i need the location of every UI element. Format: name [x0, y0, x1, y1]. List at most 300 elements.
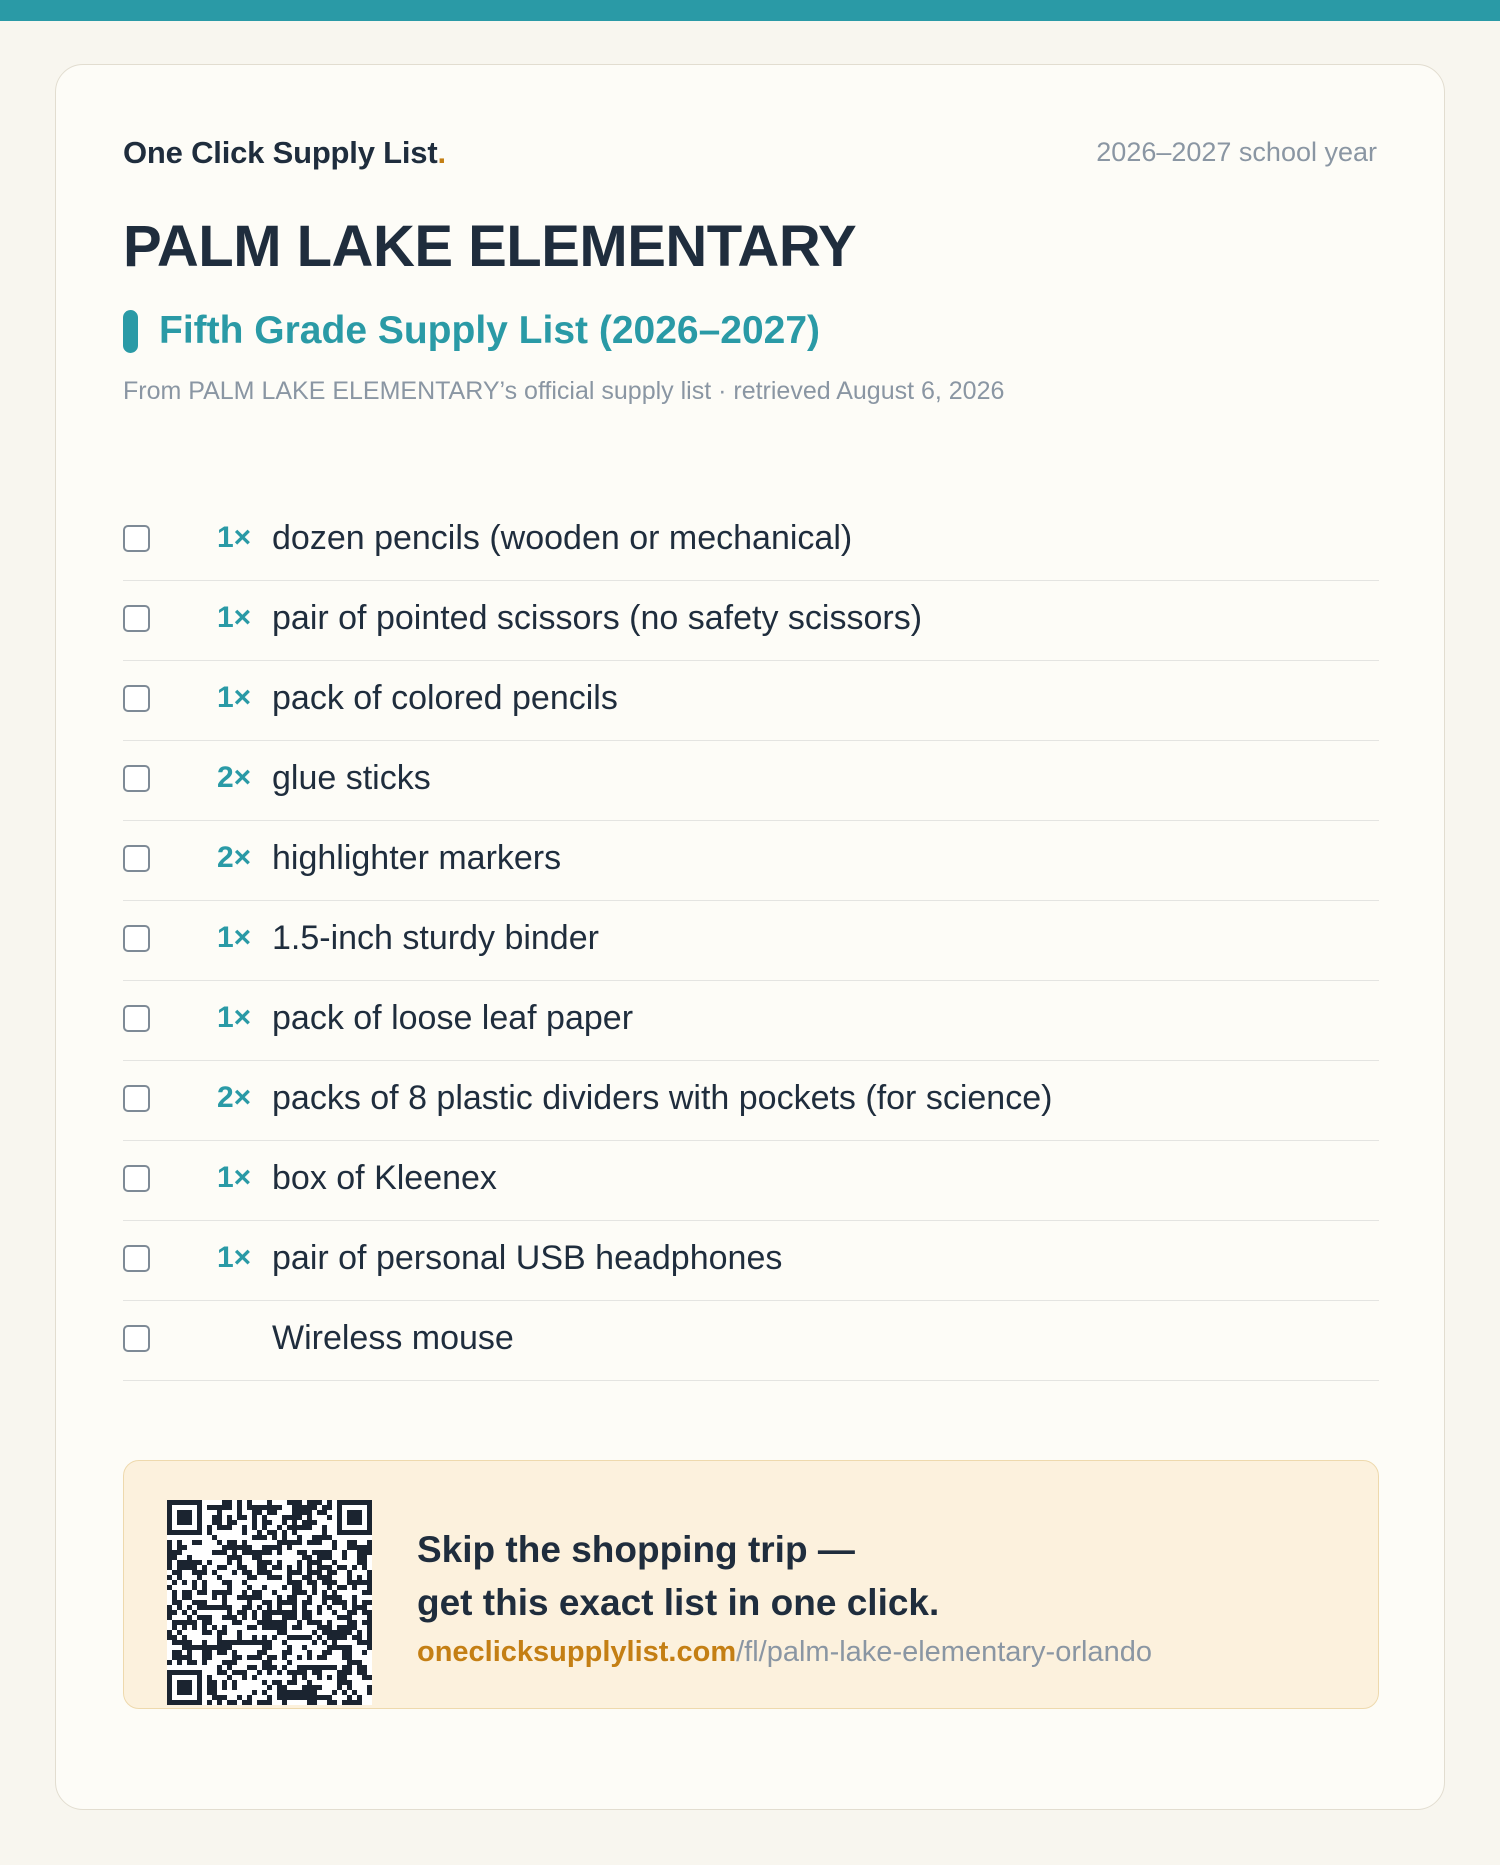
- qr-module: [342, 1605, 347, 1610]
- qr-module: [317, 1605, 322, 1610]
- qr-module: [352, 1565, 357, 1570]
- qr-module: [307, 1560, 312, 1565]
- qr-module: [177, 1685, 182, 1690]
- qr-module: [277, 1680, 282, 1685]
- qr-module: [167, 1550, 172, 1555]
- promo-link-domain[interactable]: oneclicksupplylist.com: [417, 1636, 737, 1668]
- qr-module: [312, 1540, 317, 1545]
- qr-module: [262, 1505, 267, 1510]
- qr-module: [282, 1695, 287, 1700]
- qr-module: [277, 1610, 282, 1615]
- qr-module: [312, 1585, 317, 1590]
- qr-module: [237, 1510, 242, 1515]
- qr-module: [202, 1570, 207, 1575]
- qr-module: [232, 1520, 237, 1525]
- qr-module: [267, 1625, 272, 1630]
- item-quantity: 1×: [217, 1161, 252, 1194]
- qr-module: [327, 1575, 332, 1580]
- qr-module: [237, 1635, 242, 1640]
- qr-module: [297, 1665, 302, 1670]
- qr-module: [282, 1665, 287, 1670]
- qr-module: [362, 1590, 367, 1595]
- qr-module: [352, 1580, 357, 1585]
- qr-module: [292, 1625, 297, 1630]
- qr-module: [287, 1570, 292, 1575]
- qr-module: [302, 1690, 307, 1695]
- qr-module: [347, 1655, 352, 1660]
- qr-module: [222, 1630, 227, 1635]
- qr-module: [337, 1530, 342, 1535]
- qr-module: [212, 1590, 217, 1595]
- qr-module: [187, 1640, 192, 1645]
- qr-module: [327, 1650, 332, 1655]
- qr-module: [332, 1595, 337, 1600]
- qr-module: [212, 1595, 217, 1600]
- checkbox-unchecked-icon[interactable]: [123, 1245, 150, 1272]
- qr-module: [282, 1610, 287, 1615]
- checkbox-unchecked-icon[interactable]: [123, 1085, 150, 1112]
- qr-module: [267, 1530, 272, 1535]
- qr-module: [182, 1590, 187, 1595]
- qr-module: [367, 1625, 372, 1630]
- qr-module: [262, 1640, 267, 1645]
- qr-module: [362, 1560, 367, 1565]
- qr-module: [187, 1595, 192, 1600]
- qr-module: [227, 1605, 232, 1610]
- qr-module: [262, 1635, 267, 1640]
- qr-module: [207, 1690, 212, 1695]
- qr-module: [242, 1615, 247, 1620]
- qr-module: [197, 1525, 202, 1530]
- qr-module: [302, 1665, 307, 1670]
- qr-module: [167, 1560, 172, 1565]
- qr-module: [332, 1600, 337, 1605]
- qr-module: [367, 1575, 372, 1580]
- qr-module: [252, 1635, 257, 1640]
- qr-module: [242, 1675, 247, 1680]
- qr-module: [252, 1610, 257, 1615]
- qr-module: [182, 1545, 187, 1550]
- qr-module: [337, 1635, 342, 1640]
- qr-module: [237, 1630, 242, 1635]
- qr-module: [257, 1555, 262, 1560]
- qr-module: [182, 1640, 187, 1645]
- qr-module: [262, 1645, 267, 1650]
- qr-module: [292, 1690, 297, 1695]
- qr-module: [332, 1540, 337, 1545]
- checkbox-unchecked-icon[interactable]: [123, 1005, 150, 1032]
- qr-module: [357, 1580, 362, 1585]
- qr-module: [202, 1565, 207, 1570]
- qr-module: [302, 1600, 307, 1605]
- checkbox-unchecked-icon[interactable]: [123, 605, 150, 632]
- qr-module: [217, 1575, 222, 1580]
- qr-module: [237, 1670, 242, 1675]
- qr-module: [222, 1640, 227, 1645]
- qr-module: [202, 1650, 207, 1655]
- qr-module: [217, 1650, 222, 1655]
- qr-module: [312, 1505, 317, 1510]
- checkbox-unchecked-icon[interactable]: [123, 685, 150, 712]
- qr-module: [342, 1530, 347, 1535]
- qr-module: [307, 1600, 312, 1605]
- qr-module: [287, 1695, 292, 1700]
- qr-module: [267, 1615, 272, 1620]
- qr-module: [347, 1500, 352, 1505]
- qr-module: [322, 1575, 327, 1580]
- qr-module: [252, 1640, 257, 1645]
- qr-module: [262, 1615, 267, 1620]
- qr-module: [252, 1505, 257, 1510]
- item-quantity: 2×: [217, 761, 252, 794]
- qr-module: [192, 1660, 197, 1665]
- qr-module: [242, 1550, 247, 1555]
- qr-module: [362, 1555, 367, 1560]
- promo-link[interactable]: [417, 1636, 1152, 1669]
- qr-module: [302, 1605, 307, 1610]
- qr-module: [267, 1500, 272, 1505]
- qr-module: [182, 1515, 187, 1520]
- qr-module: [242, 1640, 247, 1645]
- qr-module: [312, 1550, 317, 1555]
- qr-module: [207, 1685, 212, 1690]
- list-item: [123, 581, 1379, 661]
- qr-module: [352, 1605, 357, 1610]
- item-quantity: 2×: [217, 1081, 252, 1114]
- qr-module: [307, 1575, 312, 1580]
- checkbox-unchecked-icon[interactable]: [123, 765, 150, 792]
- qr-module: [187, 1700, 192, 1705]
- qr-module: [262, 1515, 267, 1520]
- qr-module: [232, 1555, 237, 1560]
- qr-module: [242, 1525, 247, 1530]
- qr-module: [287, 1575, 292, 1580]
- top-accent-bar: [0, 0, 1500, 21]
- qr-module: [297, 1510, 302, 1515]
- qr-module: [242, 1515, 247, 1520]
- qr-module: [282, 1700, 287, 1705]
- promo-headline-line-1: Skip the shopping trip —: [417, 1529, 855, 1570]
- qr-module: [212, 1645, 217, 1650]
- qr-module: [267, 1695, 272, 1700]
- item-quantity: 1×: [217, 681, 252, 714]
- qr-module: [302, 1550, 307, 1555]
- qr-module: [257, 1570, 262, 1575]
- promo-headline-line-2: get this exact list in one click.: [417, 1582, 940, 1623]
- promo-headline: [417, 1523, 939, 1629]
- qr-module: [282, 1630, 287, 1635]
- qr-module: [352, 1600, 357, 1605]
- qr-module: [282, 1640, 287, 1645]
- qr-module: [267, 1605, 272, 1610]
- qr-module: [222, 1590, 227, 1595]
- qr-module: [277, 1695, 282, 1700]
- qr-module: [202, 1645, 207, 1650]
- qr-module: [367, 1645, 372, 1650]
- checkbox-unchecked-icon[interactable]: [123, 1325, 150, 1352]
- qr-module: [322, 1630, 327, 1635]
- list-item: [123, 741, 1379, 821]
- qr-module: [217, 1670, 222, 1675]
- qr-module: [347, 1510, 352, 1515]
- qr-module: [362, 1640, 367, 1645]
- qr-module: [312, 1520, 317, 1525]
- qr-module: [272, 1565, 277, 1570]
- qr-module: [292, 1595, 297, 1600]
- qr-module: [252, 1595, 257, 1600]
- qr-module: [352, 1660, 357, 1665]
- qr-module: [257, 1560, 262, 1565]
- qr-module: [172, 1580, 177, 1585]
- qr-module: [252, 1575, 257, 1580]
- qr-module: [222, 1680, 227, 1685]
- qr-module: [262, 1520, 267, 1525]
- qr-module: [197, 1500, 202, 1505]
- qr-module: [222, 1565, 227, 1570]
- qr-module: [177, 1655, 182, 1660]
- qr-module: [282, 1600, 287, 1605]
- title-accent-marker: [123, 310, 138, 353]
- qr-module: [317, 1610, 322, 1615]
- qr-module: [282, 1540, 287, 1545]
- qr-module: [197, 1615, 202, 1620]
- qr-module: [212, 1695, 217, 1700]
- qr-module: [327, 1700, 332, 1705]
- qr-module: [287, 1610, 292, 1615]
- qr-module: [347, 1610, 352, 1615]
- qr-module: [297, 1560, 302, 1565]
- qr-module: [237, 1505, 242, 1510]
- qr-module: [172, 1635, 177, 1640]
- promo-link-path[interactable]: /fl/palm-lake-elementary-orlando: [736, 1636, 1152, 1668]
- qr-module: [287, 1595, 292, 1600]
- qr-module: [172, 1610, 177, 1615]
- qr-module: [317, 1665, 322, 1670]
- qr-module: [282, 1585, 287, 1590]
- qr-module: [337, 1670, 342, 1675]
- checkbox-unchecked-icon[interactable]: [123, 845, 150, 872]
- qr-module: [197, 1590, 202, 1595]
- qr-module: [237, 1610, 242, 1615]
- item-quantity: 1×: [217, 1241, 252, 1274]
- brand-logo: [123, 135, 446, 171]
- qr-code-icon[interactable]: [167, 1500, 372, 1705]
- qr-module: [287, 1600, 292, 1605]
- qr-module: [192, 1585, 197, 1590]
- qr-module: [317, 1500, 322, 1505]
- qr-module: [217, 1540, 222, 1545]
- qr-module: [212, 1605, 217, 1610]
- qr-module: [307, 1650, 312, 1655]
- qr-module: [232, 1620, 237, 1625]
- qr-module: [367, 1600, 372, 1605]
- qr-module: [242, 1580, 247, 1585]
- qr-module: [207, 1615, 212, 1620]
- qr-module: [337, 1510, 342, 1515]
- qr-module: [292, 1505, 297, 1510]
- qr-module: [287, 1690, 292, 1695]
- qr-module: [327, 1565, 332, 1570]
- qr-module: [257, 1510, 262, 1515]
- list-item: [123, 1301, 1379, 1381]
- qr-module: [287, 1645, 292, 1650]
- qr-module: [287, 1545, 292, 1550]
- qr-module: [177, 1570, 182, 1575]
- qr-module: [267, 1620, 272, 1625]
- qr-module: [217, 1645, 222, 1650]
- qr-module: [302, 1525, 307, 1530]
- qr-module: [187, 1560, 192, 1565]
- qr-module: [187, 1670, 192, 1675]
- qr-module: [307, 1565, 312, 1570]
- qr-module: [362, 1670, 367, 1675]
- qr-module: [207, 1560, 212, 1565]
- qr-module: [232, 1570, 237, 1575]
- qr-module: [307, 1570, 312, 1575]
- qr-module: [187, 1500, 192, 1505]
- qr-module: [167, 1575, 172, 1580]
- qr-module: [282, 1515, 287, 1520]
- qr-module: [352, 1540, 357, 1545]
- qr-module: [302, 1590, 307, 1595]
- qr-module: [332, 1630, 337, 1635]
- qr-module: [192, 1670, 197, 1675]
- qr-module: [172, 1700, 177, 1705]
- qr-module: [267, 1610, 272, 1615]
- qr-module: [197, 1680, 202, 1685]
- qr-module: [227, 1640, 232, 1645]
- qr-module: [262, 1570, 267, 1575]
- qr-module: [252, 1535, 257, 1540]
- qr-module: [172, 1640, 177, 1645]
- qr-module: [367, 1500, 372, 1505]
- qr-module: [312, 1685, 317, 1690]
- qr-module: [357, 1545, 362, 1550]
- qr-module: [192, 1565, 197, 1570]
- qr-module: [362, 1530, 367, 1535]
- qr-module: [292, 1540, 297, 1545]
- qr-module: [282, 1685, 287, 1690]
- qr-module: [212, 1685, 217, 1690]
- qr-module: [187, 1590, 192, 1595]
- qr-module: [342, 1645, 347, 1650]
- qr-module: [342, 1630, 347, 1635]
- qr-module: [317, 1620, 322, 1625]
- checkbox-unchecked-icon[interactable]: [123, 1165, 150, 1192]
- checkbox-unchecked-icon[interactable]: [123, 525, 150, 552]
- qr-module: [252, 1665, 257, 1670]
- qr-module: [167, 1675, 172, 1680]
- qr-module: [177, 1545, 182, 1550]
- qr-module: [212, 1570, 217, 1575]
- qr-module: [312, 1500, 317, 1505]
- qr-module: [222, 1615, 227, 1620]
- qr-module: [177, 1630, 182, 1635]
- qr-module: [282, 1690, 287, 1695]
- qr-module: [322, 1550, 327, 1555]
- qr-module: [167, 1695, 172, 1700]
- qr-module: [332, 1545, 337, 1550]
- qr-module: [367, 1630, 372, 1635]
- item-name: glue sticks: [272, 759, 431, 797]
- qr-module: [302, 1685, 307, 1690]
- qr-module: [357, 1630, 362, 1635]
- qr-module: [322, 1650, 327, 1655]
- qr-module: [262, 1560, 267, 1565]
- qr-module: [337, 1630, 342, 1635]
- qr-module: [192, 1570, 197, 1575]
- item-name: Wireless mouse: [272, 1319, 514, 1357]
- qr-module: [227, 1500, 232, 1505]
- qr-module: [352, 1635, 357, 1640]
- qr-module: [337, 1680, 342, 1685]
- checkbox-unchecked-icon[interactable]: [123, 925, 150, 952]
- qr-module: [267, 1660, 272, 1665]
- qr-module: [167, 1545, 172, 1550]
- qr-module: [207, 1675, 212, 1680]
- qr-module: [247, 1570, 252, 1575]
- qr-module: [347, 1650, 352, 1655]
- list-item: [123, 981, 1379, 1061]
- qr-module: [262, 1535, 267, 1540]
- qr-module: [312, 1695, 317, 1700]
- qr-module: [267, 1510, 272, 1515]
- qr-module: [172, 1530, 177, 1535]
- qr-module: [242, 1545, 247, 1550]
- qr-module: [337, 1585, 342, 1590]
- item-name: pack of loose leaf paper: [272, 999, 634, 1037]
- qr-module: [327, 1620, 332, 1625]
- qr-module: [217, 1525, 222, 1530]
- qr-module: [207, 1505, 212, 1510]
- qr-module: [342, 1670, 347, 1675]
- supply-items-list: [123, 501, 1379, 1381]
- qr-module: [317, 1625, 322, 1630]
- qr-module: [197, 1505, 202, 1510]
- qr-module: [232, 1655, 237, 1660]
- list-item: [123, 901, 1379, 981]
- qr-module: [257, 1620, 262, 1625]
- qr-module: [217, 1640, 222, 1645]
- qr-module: [237, 1555, 242, 1560]
- qr-module: [307, 1500, 312, 1505]
- item-name: box of Kleenex: [272, 1159, 497, 1197]
- qr-module: [237, 1500, 242, 1505]
- qr-module: [347, 1570, 352, 1575]
- qr-module: [307, 1700, 312, 1705]
- qr-module: [222, 1600, 227, 1605]
- qr-module: [252, 1515, 257, 1520]
- qr-module: [167, 1605, 172, 1610]
- qr-module: [262, 1620, 267, 1625]
- qr-module: [222, 1580, 227, 1585]
- qr-module: [282, 1530, 287, 1535]
- qr-module: [307, 1610, 312, 1615]
- qr-module: [292, 1500, 297, 1505]
- qr-module: [167, 1555, 172, 1560]
- qr-module: [292, 1600, 297, 1605]
- qr-module: [267, 1665, 272, 1670]
- qr-module: [172, 1625, 177, 1630]
- qr-module: [307, 1695, 312, 1700]
- qr-module: [357, 1605, 362, 1610]
- qr-module: [232, 1670, 237, 1675]
- qr-module: [367, 1640, 372, 1645]
- qr-module: [362, 1610, 367, 1615]
- list-title: Fifth Grade Supply List (2026–2027): [159, 309, 821, 352]
- qr-module: [317, 1695, 322, 1700]
- qr-module: [267, 1670, 272, 1675]
